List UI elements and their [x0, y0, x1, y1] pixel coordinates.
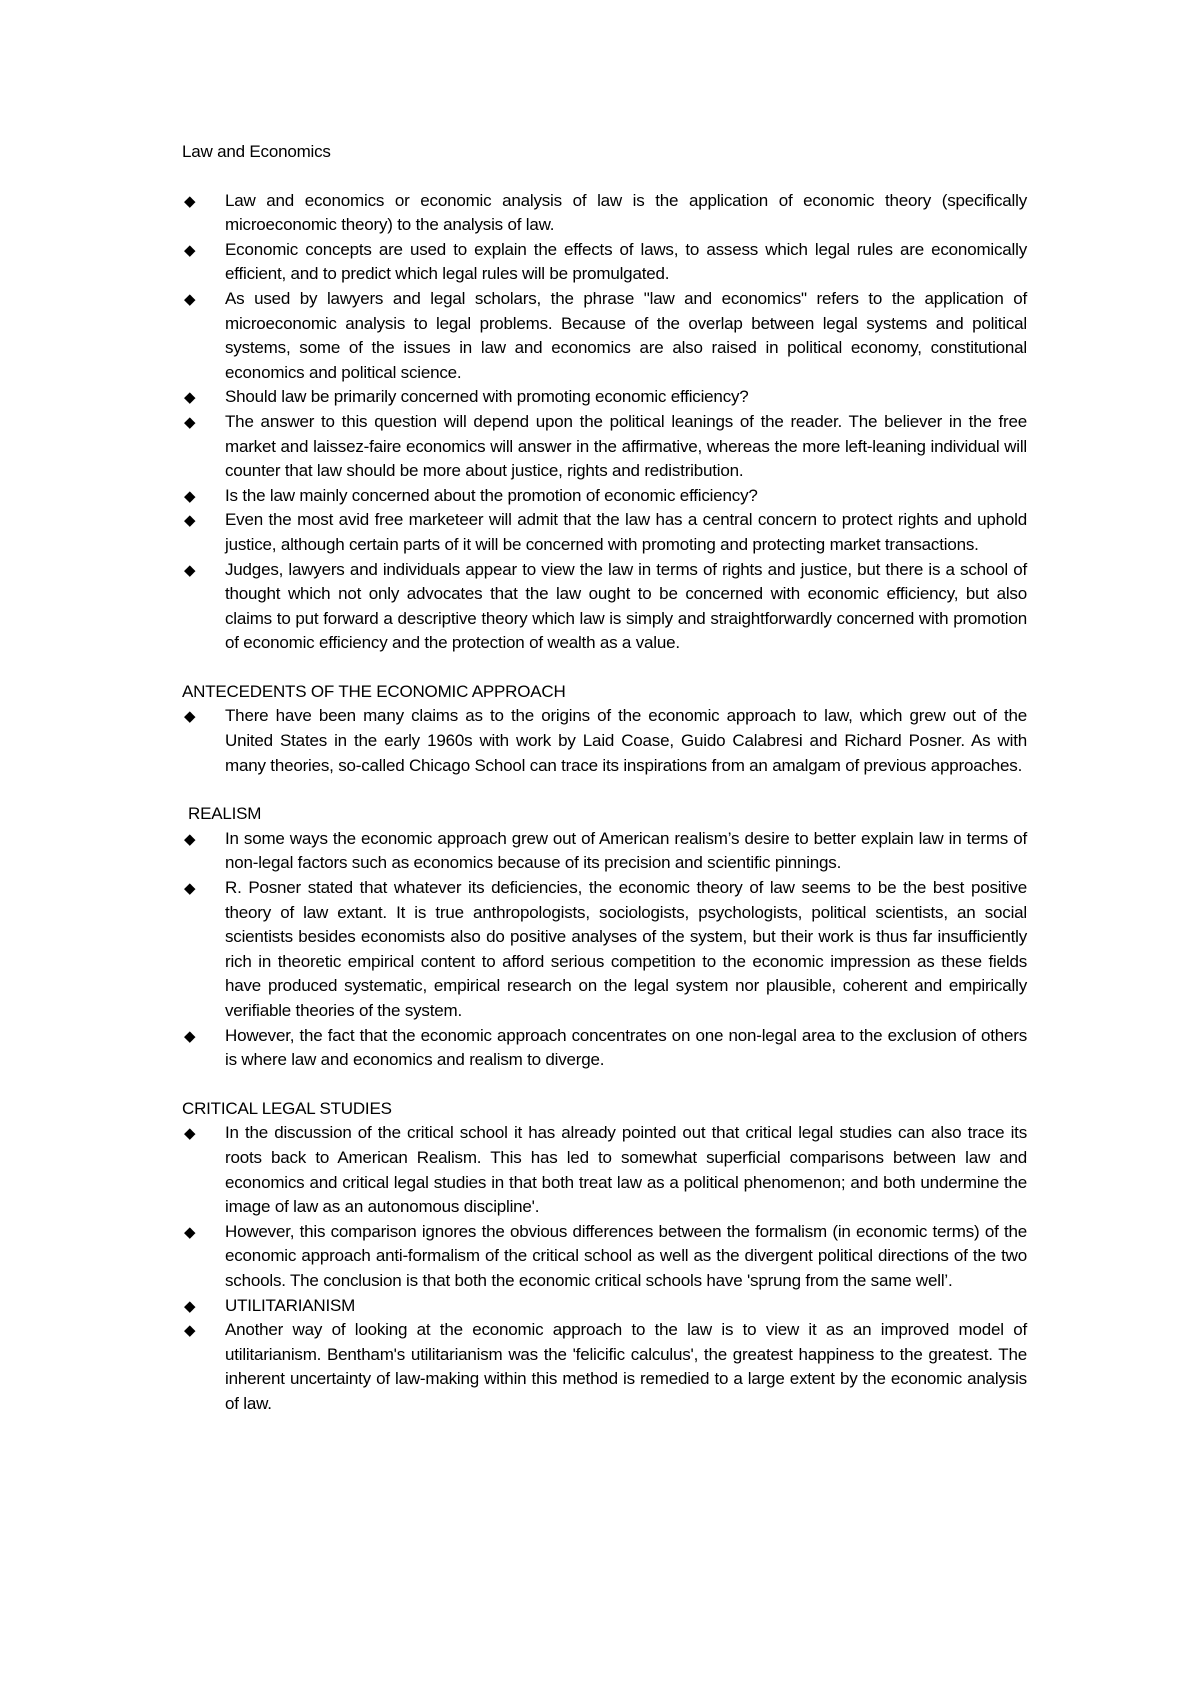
- list-item-text: R. Posner stated that whatever its deficiencies, the economic theory of law seems to be the best positive theory of law extant. It is true anthropologists, sociologists, psychologists, political scientists, an social scientists besides economists also do positive analyses of the system, but their work is thus far insufficiently rich in theoretic empirical content to afford serious competition to the economic impression as these fields have produced systematic, empirical research on the legal system nor plausible, coherent and empirically verifiable theories of the system.: [225, 878, 1027, 1020]
- list-item: [182, 876, 1027, 1024]
- list-item-text: Another way of looking at the economic approach to the law is to view it as an improved model of utilitarianism. Bentham's utilitarianism was the 'felicific calculus', the greatest happiness to the greatest. The inherent uncertainty of law-making within this method is remedied to a large extent by the economic analysis of law.: [225, 1320, 1027, 1413]
- diamond-bullet-icon: ◆: [184, 412, 196, 431]
- diamond-bullet-icon: ◆: [184, 707, 196, 726]
- list-item: [182, 385, 1027, 410]
- diamond-bullet-icon: ◆: [184, 1026, 196, 1045]
- list-item-text: However, the fact that the economic approach concentrates on one non-legal area to the exclusion of others is where law and economics and realism to diverge.: [225, 1025, 1027, 1070]
- diamond-bullet-icon: ◆: [184, 829, 196, 848]
- spacer: [182, 778, 1027, 802]
- list-item: [182, 1024, 1027, 1073]
- section-heading-critical-legal-studies: CRITICAL LEGAL STUDIES: [182, 1098, 392, 1118]
- document-page: [182, 140, 1027, 1417]
- diamond-bullet-icon: ◆: [184, 1124, 196, 1143]
- list-item: [182, 827, 1027, 876]
- diamond-bullet-icon: ◆: [184, 1222, 196, 1241]
- list-item: [182, 704, 1027, 778]
- list-item: [182, 484, 1027, 509]
- diamond-bullet-icon: ◆: [184, 879, 196, 898]
- diamond-bullet-icon: ◆: [184, 191, 196, 210]
- list-item-text: Even the most avid free marketeer will admit that the law has a central concern to protect rights and uphold justice, although certain parts of it will be concerned with promoting and protecting market transactions.: [225, 510, 1027, 554]
- spacer: [182, 656, 1027, 680]
- list-item: [182, 1318, 1027, 1416]
- list-item: [182, 238, 1027, 287]
- diamond-bullet-icon: ◆: [184, 511, 196, 530]
- list-item: [182, 287, 1027, 385]
- intro-list: [182, 189, 1027, 656]
- section-heading-realism: REALISM: [188, 804, 262, 824]
- antecedents-list: [182, 704, 1027, 778]
- diamond-bullet-icon: ◆: [184, 1296, 196, 1315]
- list-item-text: Should law be primarily concerned with promoting economic efficiency?: [225, 387, 749, 407]
- document-title: Law and Economics: [182, 142, 331, 161]
- list-item-text: However, this comparison ignores the obvious differences between the formalism (in economic terms) of the economic approach anti-formalism of the critical school as well as the divergent political directions of the two schools. The conclusion is that both the economic critical schools have 'sprung from the same well’.: [225, 1221, 1027, 1290]
- diamond-bullet-icon: ◆: [184, 240, 196, 259]
- list-item-text: As used by lawyers and legal scholars, the phrase "law and economics" refers to the application of microeconomic analysis to legal problems. Because of the overlap between legal systems and political systems, some of the issues in law and economics are also raised in political economy, constitutional economics and political science.: [225, 288, 1027, 382]
- list-item-text: UTILITARIANISM: [225, 1295, 356, 1315]
- list-item-text: In some ways the economic approach grew out of American realism’s desire to better explain law in terms of non-legal factors such as economics because of its precision and scientific pinnings.: [225, 828, 1027, 873]
- list-item-text: Judges, lawyers and individuals appear to view the law in terms of rights and justice, but there is a school of thought which not only advocates that the law ought to be concerned with economic efficiency, but also claims to put forward a descriptive theory which law is simply and straightforwardly concerned with promotion of economic efficiency and the protection of wealth as a value.: [225, 559, 1027, 653]
- list-item: [182, 410, 1027, 484]
- diamond-bullet-icon: ◆: [184, 486, 196, 505]
- list-item: [182, 189, 1027, 238]
- list-item: [182, 1294, 1027, 1319]
- list-item: [182, 558, 1027, 656]
- realism-list: [182, 827, 1027, 1073]
- list-item-text: Is the law mainly concerned about the promotion of economic efficiency?: [225, 485, 758, 505]
- list-item-text: In the discussion of the critical school it has already pointed out that critical legal studies can also trace its roots back to American Realism. This has led to somewhat superficial comparisons between law and economics and critical legal studies in that both treat law as a political phenomenon; and both undermine the image of law as an autonomous discipline'.: [225, 1123, 1027, 1217]
- list-item: [182, 1121, 1027, 1219]
- diamond-bullet-icon: ◆: [184, 560, 196, 579]
- list-item: [182, 508, 1027, 557]
- section-heading-antecedents: ANTECEDENTS OF THE ECONOMIC APPROACH: [182, 681, 566, 701]
- diamond-bullet-icon: ◆: [184, 289, 196, 308]
- spacer: [182, 1073, 1027, 1097]
- spacer: [182, 165, 1027, 189]
- diamond-bullet-icon: ◆: [184, 388, 196, 407]
- list-item-text: There have been many claims as to the origins of the economic approach to law, which grew out of the United States in the early 1960s with work by Laid Coase, Guido Calabresi and Richard Posner. As with many theories, so-called Chicago School can trace its inspirations from an amalgam of previous approaches.: [225, 706, 1027, 775]
- list-item: [182, 1220, 1027, 1294]
- list-item-text: Economic concepts are used to explain the effects of laws, to assess which legal rules are economically efficient, and to predict which legal rules will be promulgated.: [225, 239, 1027, 284]
- list-item-text: Law and economics or economic analysis of law is the application of economic theory (specifically microeconomic theory) to the analysis of law.: [225, 190, 1027, 235]
- critical-list: [182, 1121, 1027, 1416]
- diamond-bullet-icon: ◆: [184, 1321, 196, 1340]
- list-item-text: The answer to this question will depend upon the political leanings of the reader. The believer in the free market and laissez-faire economics will answer in the affirmative, whereas the more left-leaning individual will counter that law should be more about justice, rights and redistribution.: [225, 411, 1027, 481]
